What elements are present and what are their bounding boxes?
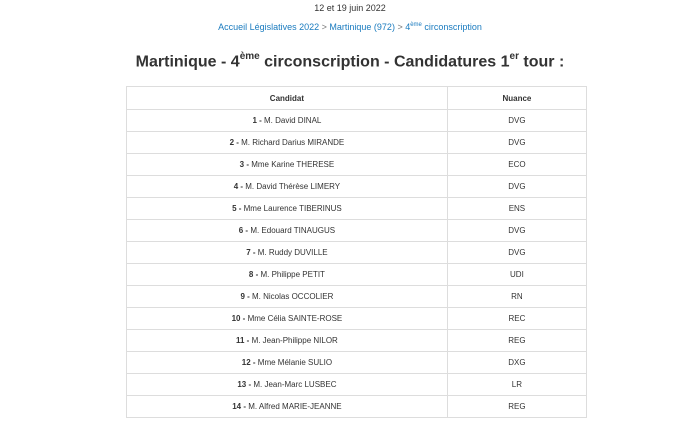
candidate-cell <box>127 132 448 154</box>
candidate-number: 6 - <box>238 226 249 235</box>
candidate-name: M. Jean-Marc LUSBEC <box>251 380 337 389</box>
candidate-number: 13 - <box>237 380 252 389</box>
nuance-cell: RN <box>447 286 586 308</box>
candidate-cell <box>127 198 448 220</box>
candidate-cell <box>127 264 448 286</box>
table-row <box>127 374 587 396</box>
candidate-cell <box>127 242 448 264</box>
candidate-name: M. Jean-Philippe NILOR <box>249 336 338 345</box>
breadcrumb-link-region[interactable]: Martinique (972) <box>329 22 395 32</box>
table-row <box>127 198 587 220</box>
breadcrumb-circ-label: circonscription <box>421 22 482 32</box>
title-superscript-1: ème <box>239 51 260 62</box>
nuance-cell: LR <box>447 374 586 396</box>
title-part-3: tour : <box>518 53 565 71</box>
nuance-cell: DVG <box>447 242 586 264</box>
title-part-1: Martinique - 4 <box>135 53 240 71</box>
candidate-name: M. Nicolas OCCOLIER <box>249 292 334 301</box>
column-header-nuance: Nuance <box>447 87 586 110</box>
candidate-cell <box>127 330 448 352</box>
candidate-number: 4 - <box>233 182 244 191</box>
title-superscript-2: er <box>509 51 519 62</box>
table-row <box>127 176 587 198</box>
table-row <box>127 396 587 418</box>
candidate-name: M. Richard Darius MIRANDE <box>238 138 345 147</box>
table-row <box>127 132 587 154</box>
nuance-cell: DVG <box>447 110 586 132</box>
breadcrumb-circ-suffix: ème <box>410 22 422 28</box>
candidate-cell <box>127 396 448 418</box>
candidate-cell <box>127 110 448 132</box>
table-header-row <box>127 87 587 110</box>
candidate-name: Mme Laurence TIBERINUS <box>241 204 342 213</box>
breadcrumb <box>0 22 700 32</box>
candidate-cell <box>127 176 448 198</box>
candidate-number: 7 - <box>246 248 256 257</box>
candidate-name: M. David DINAL <box>261 116 322 125</box>
candidate-number: 8 - <box>248 270 259 279</box>
page-title <box>0 52 700 71</box>
candidate-name: M. Alfred MARIE-JEANNE <box>246 402 342 411</box>
candidate-cell <box>127 308 448 330</box>
candidate-name: M. Ruddy DUVILLE <box>255 248 328 257</box>
nuance-cell: REG <box>447 330 586 352</box>
candidate-number: 3 - <box>239 160 249 169</box>
table-row <box>127 308 587 330</box>
nuance-cell: REC <box>447 308 586 330</box>
nuance-cell: DVG <box>447 176 586 198</box>
candidate-number: 12 - <box>241 358 256 367</box>
candidate-number: 14 - <box>232 402 247 411</box>
candidate-name: M. Philippe PETIT <box>258 270 325 279</box>
candidate-cell <box>127 352 448 374</box>
candidate-name: M. Edouard TINAUGUS <box>248 226 336 235</box>
table-row <box>127 264 587 286</box>
candidate-name: Mme Célia SAINTE-ROSE <box>245 314 343 323</box>
candidate-cell <box>127 220 448 242</box>
nuance-cell: UDI <box>447 264 586 286</box>
breadcrumb-separator: > <box>319 22 330 32</box>
candidate-cell <box>127 374 448 396</box>
nuance-cell: DVG <box>447 220 586 242</box>
election-date: 12 et 19 juin 2022 <box>314 3 386 13</box>
candidate-number: 2 - <box>229 138 239 147</box>
table-row <box>127 110 587 132</box>
candidate-number: 5 - <box>232 204 242 213</box>
table-row <box>127 154 587 176</box>
candidate-number: 10 - <box>231 314 246 323</box>
breadcrumb-link-circonscription[interactable] <box>405 22 482 32</box>
table-row <box>127 286 587 308</box>
candidate-cell <box>127 154 448 176</box>
candidates-table <box>126 86 587 418</box>
candidate-name: M. David Thérèse LIMERY <box>243 182 341 191</box>
breadcrumb-separator: > <box>394 22 406 32</box>
candidate-name: Mme Mélanie SULIO <box>255 358 333 367</box>
table-row <box>127 220 587 242</box>
nuance-cell: ENS <box>447 198 586 220</box>
column-header-candidat: Candidat <box>127 87 448 110</box>
candidate-number: 9 - <box>240 292 250 301</box>
candidate-cell <box>127 286 448 308</box>
nuance-cell: DVG <box>447 132 586 154</box>
table-row <box>127 352 587 374</box>
title-part-2: circonscription - Candidatures 1 <box>259 53 510 71</box>
candidate-name: Mme Karine THERESE <box>248 160 335 169</box>
nuance-cell: ECO <box>447 154 586 176</box>
table-row <box>127 330 587 352</box>
candidate-number: 1 - <box>252 116 262 125</box>
breadcrumb-link-home[interactable]: Accueil Législatives 2022 <box>218 22 320 32</box>
breadcrumb-circ-number: 4 <box>405 22 411 32</box>
nuance-cell: DXG <box>447 352 586 374</box>
nuance-cell: REG <box>447 396 586 418</box>
table-row <box>127 242 587 264</box>
candidate-number: 11 - <box>236 336 250 345</box>
